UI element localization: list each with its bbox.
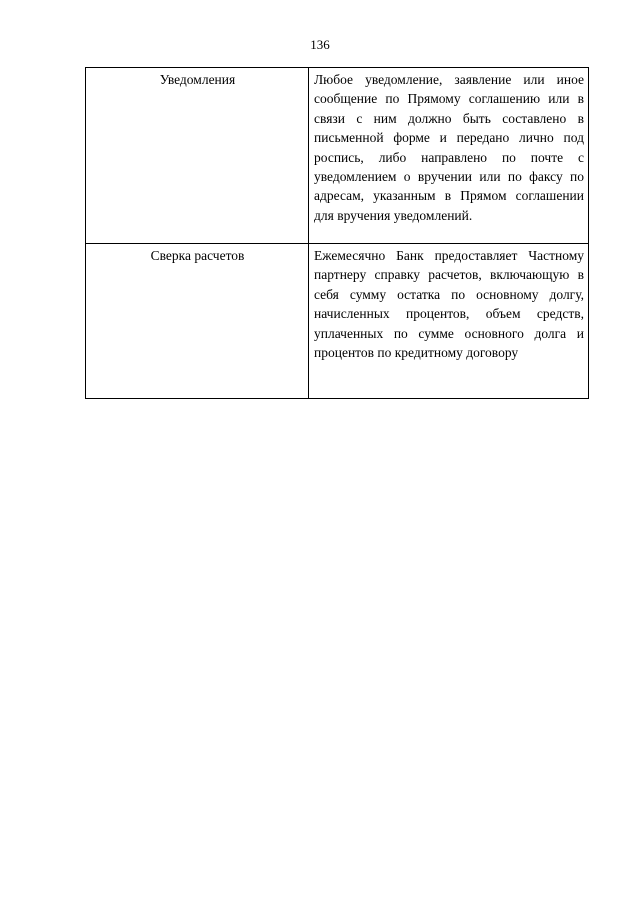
table-row: [86, 244, 589, 399]
term-cell: Сверка расчетов: [86, 244, 309, 399]
term-cell: Уведомления: [86, 68, 309, 244]
page-number: 136: [310, 37, 330, 52]
terms-table: [85, 67, 589, 399]
table-row: [86, 68, 589, 244]
definition-cell: Ежемесячно Банк предоставляет Частному партнеру справку расчетов, включающую в себя сумму остатка по основному долгу, начисленных процентов, объем средств, уплаченных по сумме основного долга и процентов по кредитному договору: [309, 244, 589, 399]
definition-cell: Любое уведомление, заявление или иное сообщение по Прямому соглашению или в связи с ним должно быть составлено в письменной форме и передано лично под роспись, либо направлено по почте с уведомлением о вручении или по факсу по адресам, указанным в Прямом соглашении для вручения уведомлений.: [309, 68, 589, 244]
